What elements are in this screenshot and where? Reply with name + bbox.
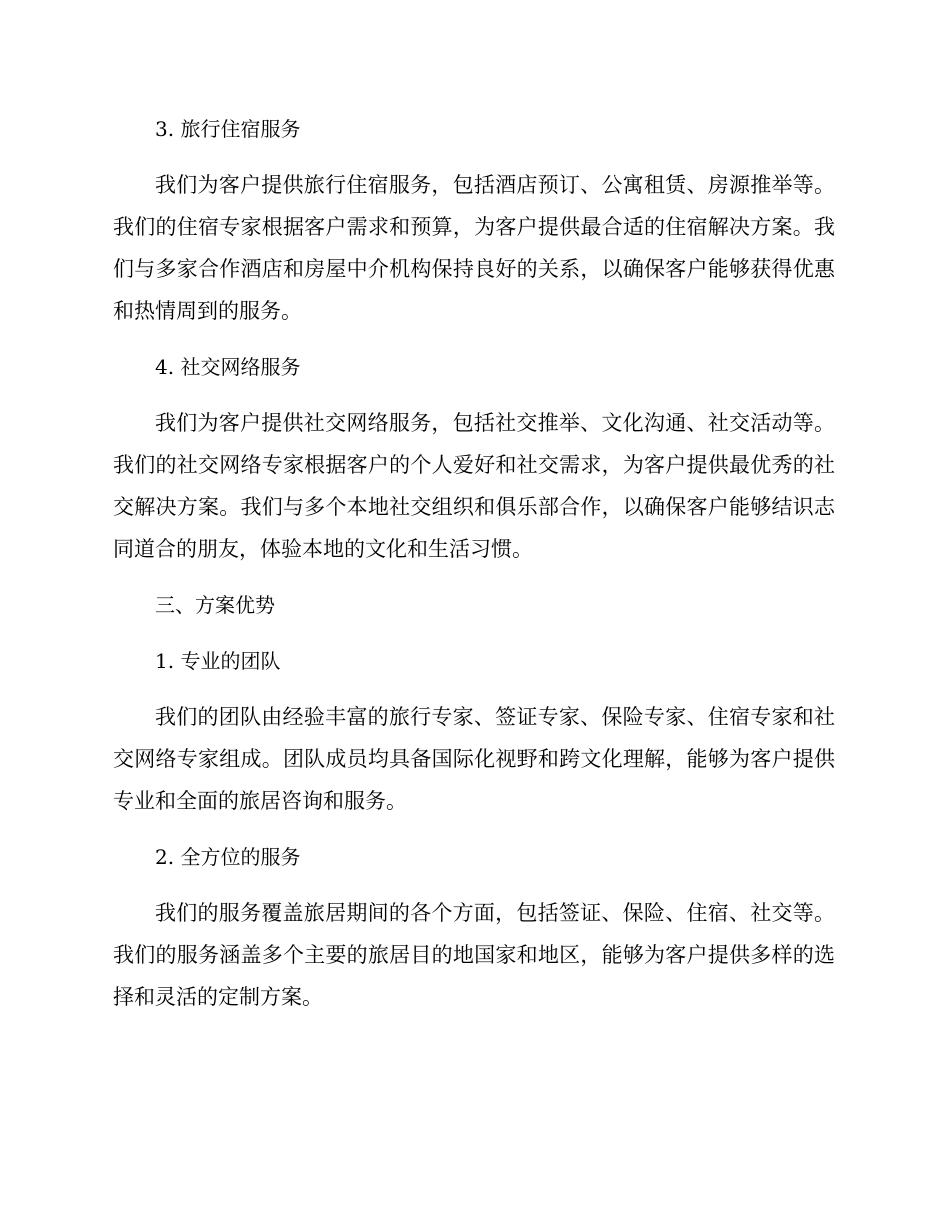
para-social-network: 我们为客户提供社交网络服务，包括社交推举、文化沟通、社交活动等。我们的社交网络专家根据客户的个人爱好和社交需求，为客户提供最优秀的社交解决方案。我们与多个本地社交组织和俱乐部合作，以确保客户能够结识志同道合的朋友，体验本地的文化和生活习惯。 [113,411,835,561]
para-travel-accommodation: 我们为客户提供旅行住宿服务，包括酒店预订、公寓租赁、房源推举等。我们的住宿专家根据客户需求和预算，为客户提供最合适的住宿解决方案。我们与多家合作酒店和房屋中介机构保持良好的关系，以确保客户能够获得优惠和热情周到的服务。 [113,173,835,323]
heading-professional-team: 1. 专业的团队 [155,649,281,673]
document-body [113,108,835,1032]
heading-plan-advantages: 三、方案优势 [155,593,275,617]
heading-all-round-service: 2. 全方位的服务 [155,845,301,869]
para-all-round-service: 我们的服务覆盖旅居期间的各个方面，包括签证、保险、住宿、社交等。我们的服务涵盖多个主要的旅居目的地国家和地区，能够为客户提供多样的选择和灵活的定制方案。 [113,901,835,1009]
heading-social-network: 4. 社交网络服务 [155,355,301,379]
para-professional-team: 我们的团队由经验丰富的旅行专家、签证专家、保险专家、住宿专家和社交网络专家组成。团队成员均具备国际化视野和跨文化理解，能够为客户提供专业和全面的旅居咨询和服务。 [113,705,835,813]
heading-travel-accommodation: 3. 旅行住宿服务 [155,117,301,141]
